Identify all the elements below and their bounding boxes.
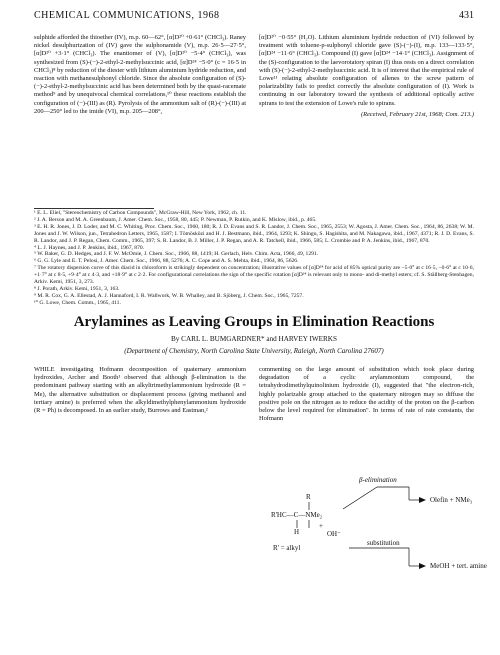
article-byline: By CARL L. BUMGARDNER* and HARVEY IWERKS — [171, 335, 337, 343]
footnote: ⁹ M. R. Cox, G. A. Ellestad, A. J. Hannaford, I. R. Wallwork, W. B. Whalley, and B. Sjöberg, J. Chem. Soc., 1965, 7257. — [34, 292, 304, 299]
article-right-column — [259, 366, 474, 423]
article-affiliation: (Department of Chemistry, North Carolina State University, Raleigh, North Carolina 27607) — [124, 347, 384, 355]
running-head — [34, 10, 474, 24]
article-title: Arylamines as Leaving Groups in Elimination Reactions — [73, 314, 435, 330]
scheme-r-label: R — [306, 493, 311, 501]
scheme-substrate: R'HC—C—NMe₂ — [271, 511, 323, 519]
footnote: ⁷ The rotatory dispersion curve of this diacid in chloroform is strikingly dependent on concentration; illustrative values of [α]D²⁴ for acid of 85% optical purity are −5·0° at c 16·5, −0·6° at c 10·6, +1·7° at c 8·5, +9·4° at c 4·3, and +18·9° at c 2·2. For configurational correlations the sign of the specific rotation [α]D²⁴ is relevant only to mono- and di-methyl esters; cf. S. Ställberg-Stenhagen, Arkiv. Kemi, 1951, 3, 273. — [34, 265, 474, 286]
scheme-r-prime-definition: R' = alkyl — [273, 544, 301, 552]
footnotes — [34, 210, 474, 307]
scheme-substitution-product: MeOH + tert. amine — [430, 562, 487, 570]
scheme-olefin-product: Olefin + NMe₃ — [430, 496, 473, 504]
top-right-column — [259, 34, 474, 119]
footnote: ⁵ W. Baker, G. D. Hedges, and J. F. W. McOmie, J. Chem. Soc., 1966, 88, 1419; H. Gerlach, Helv. Chim. Acta, 1966, 49, 1291. — [34, 251, 319, 258]
scheme-h-label: H — [294, 528, 300, 536]
footnote: ⁸ J. Porath, Arkiv. Kemi, 1951, 3, 163. — [34, 285, 120, 292]
scheme-plus: + — [319, 522, 323, 530]
footnote: ³ E. H. R. Jones, J. D. Loder, and M. C. Whiting, Proc. Chem. Soc., 1960, 180; R. J. D. Evans and S. R. Landor, J. Chem. Soc., 1965, 2553; W. Agosta, J. Amer. Chem. Soc., 1964, 86, 2638; W. M. Jones and J. W. Wilson, jun., Tetrahedron Letters, 1965, 1587; I. Tömösközi and H. J. Bestmann, ibid., 1964, 1293; K. Shingu, S. Hagishita, and M. Nakagawa, ibid., 1967, 4371; R. J. D. Evans, S. R. Landor, and J. P. Regan, Chem. Comm., 1965, 397; S. R. Landor, B. J. Miller, J. P. Regan, and A. R. Tatchell, ibid., 1966, 585; L. Crombie and P. A. Jenkins, ibid., 1967, 870. — [34, 223, 474, 244]
paragraph: sulphide afforded the thioether (IV), m.p. 60—62°, [α]D²⁰ +0·61° (CHCl₃). Raney nickel desulphurization of (IV) gave the sulphonamide (V), m.p. 26·5—27·5°, [α]D²⁰ +3·1° (CHCl₃). The enantiomer of (V), [α]D²⁰ −5·4° (CHCl₃), was synthesized from (S)-(−)-2-ethyl-2-methylsuccinic acid, [α]D²⁴ −5·0° (c = 16·5 in CHCl₃)⁸ by reduction of the diester with lithium aluminium hydride reduction, and reaction with methanesulphonyl chloride. Since the absolute configuration of (S)-(−)-2-ethyl-2-methylsuccinic acid has been determined both by the quasi-racemate method⁹ and by unequivocal chemical correlations,¹⁰ these reactions establish the configuration of (−)-(III) as (R). Pyrolysis of the ammonium salt of (R)-(−)-(III) at 200—250° led to the imide (VI), m.p. 205—208°, — [34, 34, 246, 115]
top-left-column — [34, 34, 246, 116]
journal-name: CHEMICAL COMMUNICATIONS, 1968 — [34, 10, 220, 21]
received-date: (Received, February 21st, 1968; Com. 213.) — [360, 110, 474, 118]
footnote: ¹⁰ G. Lowe, Chem. Comm., 1965, 411. — [34, 299, 121, 306]
journal-page — [34, 10, 487, 650]
footnote: ¹ E. L. Eliel, "Stereochemistry of Carbon Compounds", McGraw-Hill, New York, 1962, ch. 11. — [34, 210, 247, 216]
page-number: 431 — [459, 10, 474, 21]
footnote-rule — [34, 208, 154, 209]
footnote: ⁶ G. G. Lyle and E. T. Pelosi, J. Amer. Chem. Soc., 1966, 88, 5276; A. C. Cope and A. S. Mehta, ibid., 1964, 86, 5626. — [34, 258, 299, 265]
reaction-scheme — [259, 462, 487, 652]
scheme-beta-elimination-label: β-elimination — [359, 476, 397, 484]
article-left-column — [34, 366, 246, 415]
paragraph: WHILE investigating Hofmann decomposition of quaternary ammonium hydroxides, Archer and Booth¹ observed that although β-elimination is the predominant pathway starting with an alkyltrimethylammonium hydroxide (R = Me), the alternative substitution or displacement process (giving methanol and tertiary amine) is preferred when the alkyldimethylphenylammonium hydroxide (R = Ph) is decomposed. In an earlier study, Burrows and Eastman,² — [34, 366, 246, 415]
reaction-scheme-lines — [259, 462, 474, 652]
footnote: ² J. A. Berson and M. A. Greenbaum, J. Amer. Chem. Soc., 1958, 80, 445; P. Newman, P. Rutkin, and K. Mislow, ibid., p. 465. — [34, 216, 317, 223]
scheme-substitution-label: substitution — [367, 539, 400, 547]
footnote: ⁴ L. J. Haynes, and J. P. Jenkins, ibid., 1967, 870. — [34, 244, 145, 251]
paragraph: [α]D²⁰ −0·55° (H₂O). Lithium aluminium hydride reduction of (VI) followed by treatment with toluene-p-sulphonyl chloride gave (S)-(−)-(I), m.p. 133—133·5°, [α]D²⁴ −11·6° (CHCl₃). Compound (I) gave [α]D²⁴ −14·1° (CHCl₃). Assignment of the (S)-configuration to the laevorotatory spiran (I) thus rests on a direct correlation with (S)-(−)-2-ethyl-2-methylsuccinic acid. It is of interest that the empirical rule of Lowe¹¹ relating absolute configuration of allenes to the screw pattern of polarizability fails to predict correctly the absolute configuration of (I). Work is continuing in our laboratory toward the synthesis of additional optically active spirans to test the extension of Lowe's rule to spirans. — [259, 34, 474, 107]
paragraph: commenting on the large amount of substitution which took place during degradation of a cyclic arylammonium compound, the tetrahydrodimethylquinolinium hydroxide (I), suggested that "the electron-rich, highly polarizable group attached to the quaternary nitrogen may so diffuse the positive pole on the nitrogen as to reduce the acidity of the proton on the β-carbon below the level required for elimination". In terms of rate of rate constants, the Hofmann — [259, 366, 474, 423]
scheme-hydroxide: OH⁻ — [327, 530, 341, 538]
